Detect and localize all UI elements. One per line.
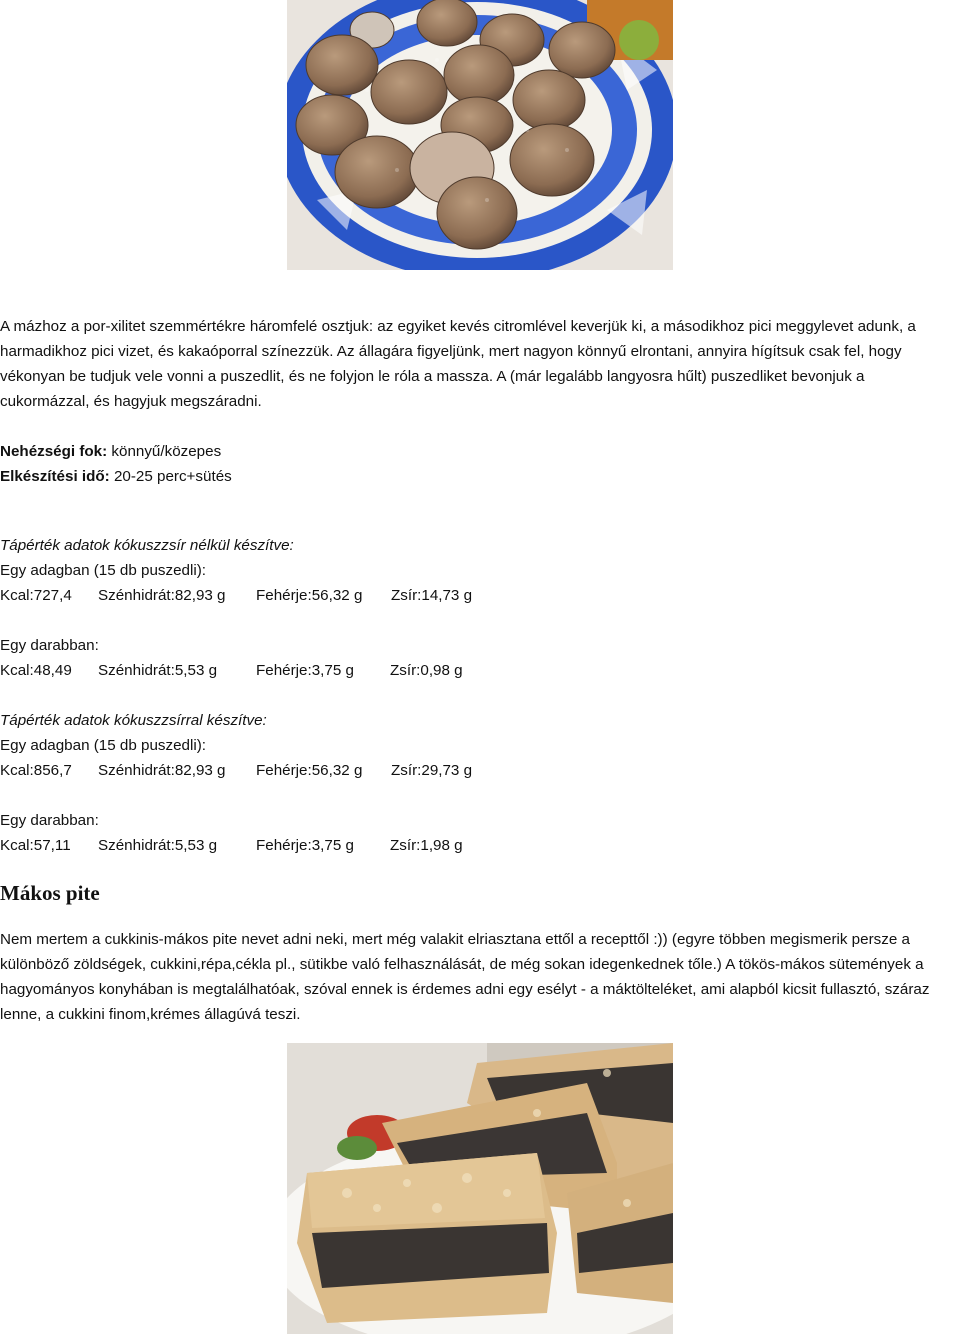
protein-value: Fehérje:56,32 g bbox=[256, 762, 363, 779]
recipe-title: Mákos pite bbox=[0, 881, 100, 905]
protein-value: Fehérje:3,75 g bbox=[256, 837, 354, 854]
protein-value: Fehérje:56,32 g bbox=[256, 587, 363, 604]
difficulty-line bbox=[0, 439, 221, 464]
fat-value: Zsír:29,73 g bbox=[391, 762, 473, 779]
piece-label-2: Egy darabban: bbox=[0, 812, 99, 829]
fat-value: Zsír:1,98 g bbox=[390, 837, 463, 854]
kcal-value: Kcal:48,49 bbox=[0, 662, 72, 679]
difficulty-value: könnyű/közepes bbox=[107, 443, 222, 460]
portion-row-1 bbox=[0, 583, 472, 608]
cookies-photo bbox=[287, 0, 673, 270]
protein-value: Fehérje:3,75 g bbox=[256, 662, 354, 679]
nutrition-title-2: Tápérték adatok kókuszzsírral készítve: bbox=[0, 712, 267, 729]
piece-row-1 bbox=[0, 658, 463, 683]
carb-value: Szénhidrát:5,53 g bbox=[98, 662, 218, 679]
portion-label-1: Egy adagban (15 db puszedli): bbox=[0, 562, 207, 579]
recipe-paragraph: Nem mertem a cukkinis-mákos pite nevet adni neki, mert még valakit elriasztana ettől a recepttől :)) (egyre többen megismerik persze a különböző zöldségek, cukkini,répa,cékla pl., sütikbe való felhasználását, de még sokan idegenkednek tőle.) A tökös-mákos sütemények a hagyományos konyhában is megtalálhatóak, szóval ennek is érdemes adni egy esélyt - a máktölteléket, ami alapból kicsit fullasztó, száraz lenne, a cukkini finom,krémes állagúvá teszi. bbox=[0, 931, 930, 1023]
portion-row-2 bbox=[0, 758, 472, 783]
time-label: Elkészítési idő: bbox=[0, 468, 110, 485]
carb-value: Szénhidrát:82,93 g bbox=[98, 587, 226, 604]
piece-label-1: Egy darabban: bbox=[0, 637, 99, 654]
kcal-value: Kcal:727,4 bbox=[0, 587, 72, 604]
piece-row-2 bbox=[0, 833, 463, 858]
nutrition-title-1: Tápérték adatok kókuszzsír nélkül készítve: bbox=[0, 537, 294, 554]
intro-paragraph: A mázhoz a por-xilitet szemmértékre háromfelé osztjuk: az egyiket kevés citromlével keverjük ki, a másodikhoz pici meggylevet adunk, a harmadikhoz pici vizet, és kakaóporral színezzük. Az állagára figyeljünk, mert nagyon könnyű elrontani, annyira hígítsuk csak fel, hogy vékonyan be tudjuk vele vonni a puszedlit, és ne folyjon le róla a massza. A (már legalább langyosra hűlt) puszedliket bevonjuk a cukormázzal, és hagyjuk megszáradni. bbox=[0, 318, 916, 410]
poppy-pie-photo bbox=[287, 1043, 673, 1334]
fat-value: Zsír:14,73 g bbox=[391, 587, 473, 604]
time-line bbox=[0, 464, 232, 489]
time-value: 20-25 perc+sütés bbox=[109, 468, 232, 485]
kcal-value: Kcal:856,7 bbox=[0, 762, 72, 779]
carb-value: Szénhidrát:82,93 g bbox=[98, 762, 226, 779]
carb-value: Szénhidrát:5,53 g bbox=[98, 837, 218, 854]
kcal-value: Kcal:57,11 bbox=[0, 837, 71, 854]
portion-label-2: Egy adagban (15 db puszedli): bbox=[0, 737, 207, 754]
difficulty-label: Nehézségi fok: bbox=[0, 443, 108, 460]
fat-value: Zsír:0,98 g bbox=[390, 662, 463, 679]
